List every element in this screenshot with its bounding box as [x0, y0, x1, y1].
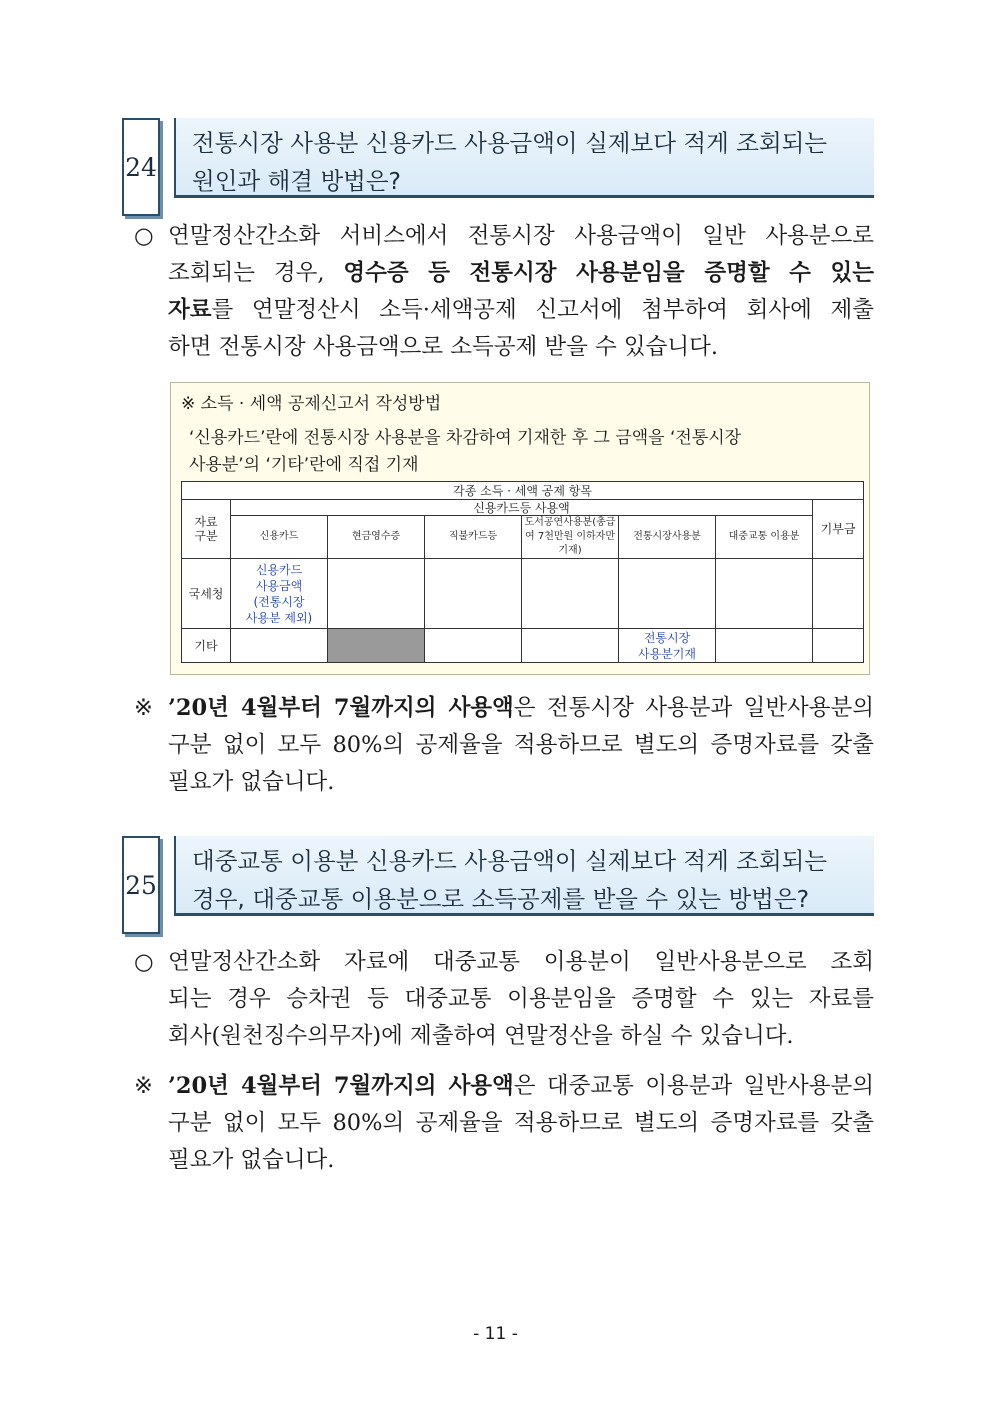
answer-line: 연말정산간소화 서비스에서 전통시장 사용금액이 일반 사용분으로 [168, 223, 874, 249]
note-25 [134, 1068, 874, 1179]
note-line: 필요가 없습니다. [168, 769, 335, 795]
question-title [174, 836, 874, 916]
note-line: ’20년 4월부터 7월까지의 사용액은 대중교통 이용분과 일반사용분의 [168, 1073, 874, 1099]
question-line: 원인과 해결 방법은? [192, 167, 402, 195]
note-line: 구분 없이 모두 80%의 공제율을 적용하므로 별도의 증명자료를 갖출 [168, 1110, 874, 1136]
reference-mark: ※ [134, 1073, 153, 1099]
question-number: 24 [122, 118, 160, 216]
card-group-header: 신용카드등 사용액 [231, 500, 813, 516]
circle-bullet: ○ [134, 223, 154, 249]
question-number: 25 [122, 836, 160, 934]
answer-line: 되는 경우 승차권 등 대중교통 이용분임을 증명할 수 있는 자료를 [168, 986, 874, 1012]
col-source-header: 자료 구분 [182, 500, 231, 559]
answer-line: 하면 전통시장 사용금액으로 소득공제 받을 수 있습니다. [168, 334, 718, 360]
page-number: - 11 - [473, 1324, 518, 1344]
deduction-table [181, 481, 864, 663]
cell-market-entry: 전통시장 사용분기재 [619, 629, 716, 663]
guide-text: ‘신용카드’란에 전통시장 사용분을 차감하여 기재한 후 그 금액을 ‘전통시장 사용분’의 ‘기타’란에 직접 기재 [189, 428, 742, 475]
question-title [174, 118, 874, 198]
guide-title: ※ 소득 · 세액 공제신고서 작성방법 [181, 394, 442, 414]
question-line: 대중교통 이용분 신용카드 사용금액이 실제보다 적게 조회되는 [192, 847, 828, 875]
shaded-cell [328, 629, 425, 663]
col-header-cash: 현금영수증 [328, 516, 425, 559]
col-donation-header: 기부금 [813, 500, 864, 559]
answer-line: 자료를 연말정산시 소득·세액공제 신고서에 첨부하여 회사에 제출 [168, 297, 874, 323]
cell-credit-amount: 신용카드 사용금액 (전통시장 사용분 제외) [231, 559, 328, 629]
note-line: 필요가 없습니다. [168, 1147, 335, 1173]
col-header-transit: 대중교통 이용분 [716, 516, 813, 559]
question-line: 전통시장 사용분 신용카드 사용금액이 실제보다 적게 조회되는 [192, 129, 828, 157]
form-guide-box [170, 382, 870, 675]
col-header-debit: 직불카드등 [425, 516, 522, 559]
row-label-nts: 국세청 [182, 559, 231, 629]
reference-mark: ※ [134, 695, 153, 721]
row-label-other: 기타 [182, 629, 231, 663]
answer-line: 회사(원천징수의무자)에 제출하여 연말정산을 하실 수 있습니다. [168, 1023, 794, 1049]
answer-24 [134, 218, 874, 366]
note-line: 구분 없이 모두 80%의 공제율을 적용하므로 별도의 증명자료를 갖출 [168, 732, 874, 758]
circle-bullet: ○ [134, 949, 154, 975]
col-header-market: 전통시장사용분 [619, 516, 716, 559]
answer-25 [134, 944, 874, 1055]
note-line: ’20년 4월부터 7월까지의 사용액은 전통시장 사용분과 일반사용분의 [168, 695, 874, 721]
col-header-books: 도서공연사용분(총급여 7천만원 이하자만 기재) [522, 516, 619, 559]
col-header-credit: 신용카드 [231, 516, 328, 559]
answer-line: 조회되는 경우, 영수증 등 전통시장 사용분임을 증명할 수 있는 [168, 260, 874, 286]
note-24 [134, 690, 874, 801]
question-25-header [122, 836, 874, 936]
question-24-header [122, 118, 874, 218]
table-top-header: 각종 소득 · 세액 공제 항목 [182, 482, 864, 500]
question-line: 경우, 대중교통 이용분으로 소득공제를 받을 수 있는 방법은? [192, 885, 810, 913]
answer-line: 연말정산간소화 자료에 대중교통 이용분이 일반사용분으로 조회 [168, 949, 874, 975]
